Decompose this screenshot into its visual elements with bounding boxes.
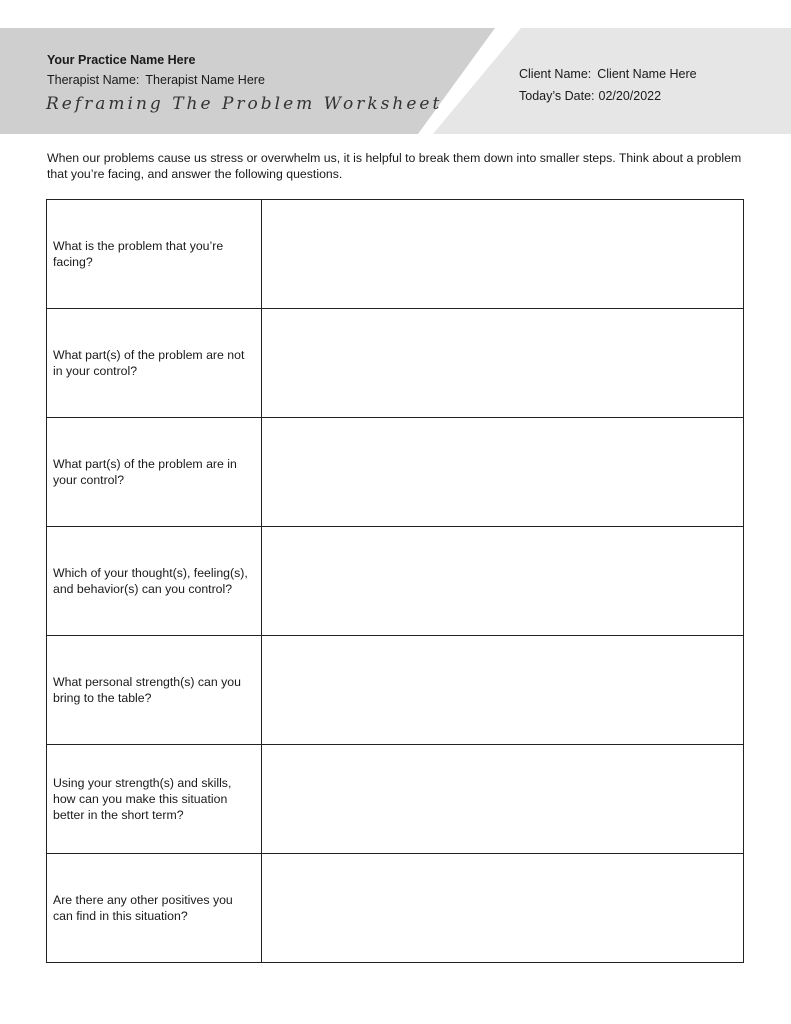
intro-text: When our problems cause us stress or overwhelm us, it is helpful to break them down into smaller steps. Think about a problem that you’re facing, and answer the following questions. <box>47 151 742 181</box>
date-value: 02/20/2022 <box>598 89 662 103</box>
answer-cell[interactable] <box>262 745 744 854</box>
header-right-panel <box>433 28 791 134</box>
table-row <box>47 745 744 854</box>
therapist-line <box>47 73 265 87</box>
client-name: Client Name Here <box>597 67 697 81</box>
worksheet-title: Reframing The Problem Worksheet <box>46 94 443 114</box>
answer-cell[interactable] <box>262 636 744 745</box>
table-row <box>47 527 744 636</box>
table-row <box>47 309 744 418</box>
question-cell: What part(s) of the problem are not in your control? <box>47 309 262 418</box>
worksheet-table <box>46 199 744 963</box>
therapist-name: Therapist Name Here <box>145 73 265 87</box>
answer-cell[interactable] <box>262 418 744 527</box>
question-cell: Using your strength(s) and skills, how can you make this situation better in the short term? <box>47 745 262 854</box>
table-row <box>47 418 744 527</box>
question-cell: What personal strength(s) can you bring to the table? <box>47 636 262 745</box>
practice-name: Your Practice Name Here <box>47 53 196 67</box>
answer-cell[interactable] <box>262 200 744 309</box>
table-row <box>47 854 744 963</box>
date-line <box>519 89 661 103</box>
question-cell: What part(s) of the problem are in your control? <box>47 418 262 527</box>
question-cell: What is the problem that you’re facing? <box>47 200 262 309</box>
question-cell: Are there any other positives you can find in this situation? <box>47 854 262 963</box>
answer-cell[interactable] <box>262 309 744 418</box>
date-label: Today’s Date: <box>519 89 595 103</box>
table-row <box>47 636 744 745</box>
client-line <box>519 67 697 81</box>
client-label: Client Name: <box>519 67 592 81</box>
answer-cell[interactable] <box>262 854 744 963</box>
answer-cell[interactable] <box>262 527 744 636</box>
table-row <box>47 200 744 309</box>
question-cell: Which of your thought(s), feeling(s), and behavior(s) can you control? <box>47 527 262 636</box>
therapist-label: Therapist Name: <box>47 73 140 87</box>
